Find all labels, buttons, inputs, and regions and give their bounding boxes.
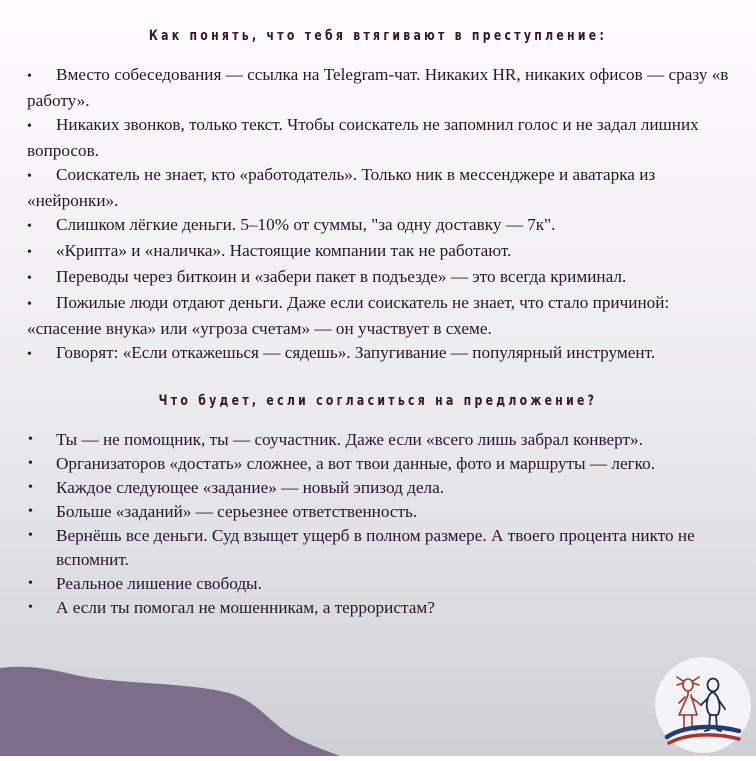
- bullet-icon: •: [28, 480, 33, 495]
- list-item-text: Каждое следующее «задание» — новый эпизод дела.: [56, 478, 445, 497]
- list-item: [0, 428, 740, 452]
- list-item: [0, 239, 740, 265]
- list-item: [0, 291, 740, 341]
- bullet-icon: •: [27, 69, 32, 84]
- list-item-text: Пожилые люди отдают деньги. Даже если соискатель не знает, что стало причиной: «спасение внука» или «угроза счетам» — он участвует в схеме.: [27, 293, 670, 338]
- list-item-text: Организаторов «достать» сложнее, а вот твои данные, фото и маршруты — легко.: [56, 454, 656, 473]
- bullet-icon: •: [27, 245, 32, 260]
- list-item-text: «Крипта» и «наличка». Настоящие компании так не работают.: [56, 241, 512, 260]
- list-item-text: А если ты помогал не мошенникам, а террористам?: [56, 598, 435, 617]
- list-item-text: Вместо собеседования — ссылка на Telegram-чат. Никаких HR, никаких офисов — сразу «в работу».: [27, 65, 729, 110]
- list-item-text: Слишком лёгкие деньги. 5–10% от суммы, "за одну доставку — 7к".: [56, 215, 556, 234]
- list-item-text: Никаких звонков, только текст. Чтобы соискатель не запомнил голос и не задал лишних вопросов.: [27, 115, 699, 160]
- list-item-text: Переводы через биткоин и «забери пакет в подъезде» — это всегда криминал.: [56, 267, 627, 286]
- list-item-text: Вернёшь все деньги. Суд взыщет ущерб в полном размере. А твоего процента никто не вспомнит.: [56, 526, 695, 569]
- list-item-text: Больше «заданий» — серьезнее ответственность.: [56, 502, 418, 521]
- list-item: [0, 63, 740, 113]
- bullet-icon: •: [28, 456, 33, 471]
- list-item: [0, 213, 740, 239]
- list-item: [0, 476, 740, 500]
- bullet-icon: •: [27, 297, 32, 312]
- list-item: [0, 500, 740, 524]
- section-heading-consequences: Что будет, если согласиться на предложение?: [158, 393, 598, 409]
- bullet-icon: •: [27, 347, 32, 362]
- bullet-icon: •: [28, 504, 33, 519]
- bullet-icon: •: [27, 119, 32, 134]
- list-item-text: Ты — не помощник, ты — соучастник. Даже если «всего лишь забрал конверт».: [56, 430, 643, 449]
- list-item-text: Реальное лишение свободы.: [56, 574, 262, 593]
- list-item: [0, 524, 740, 572]
- bullet-icon: •: [27, 271, 32, 286]
- bullet-icon: •: [28, 528, 33, 543]
- list-item: [0, 163, 740, 213]
- list-item: [0, 113, 740, 163]
- bullet-icon: •: [28, 432, 33, 447]
- bullet-icon: •: [27, 219, 32, 234]
- list-item: [0, 572, 740, 596]
- list-item: [0, 596, 740, 620]
- bullet-icon: •: [28, 576, 33, 591]
- section-heading-warning-signs: Как понять, что тебя втягивают в преступление:: [148, 28, 608, 44]
- consequences-list: [0, 428, 740, 620]
- bullet-icon: •: [28, 600, 33, 615]
- list-item-text: Говорят: «Если откажешься — сядешь». Запугивание — популярный инструмент.: [56, 343, 656, 362]
- children-holding-hands-logo-icon: [655, 657, 751, 753]
- list-item: [0, 452, 740, 476]
- list-item: [0, 341, 740, 367]
- list-item-text: Соискатель не знает, кто «работодатель». Только ник в мессенджере и аватарка из «нейронки».: [27, 165, 656, 210]
- list-item: [0, 265, 740, 291]
- bullet-icon: •: [27, 169, 32, 184]
- warning-signs-list: [0, 63, 740, 367]
- purple-wave-shape-icon: [0, 664, 340, 756]
